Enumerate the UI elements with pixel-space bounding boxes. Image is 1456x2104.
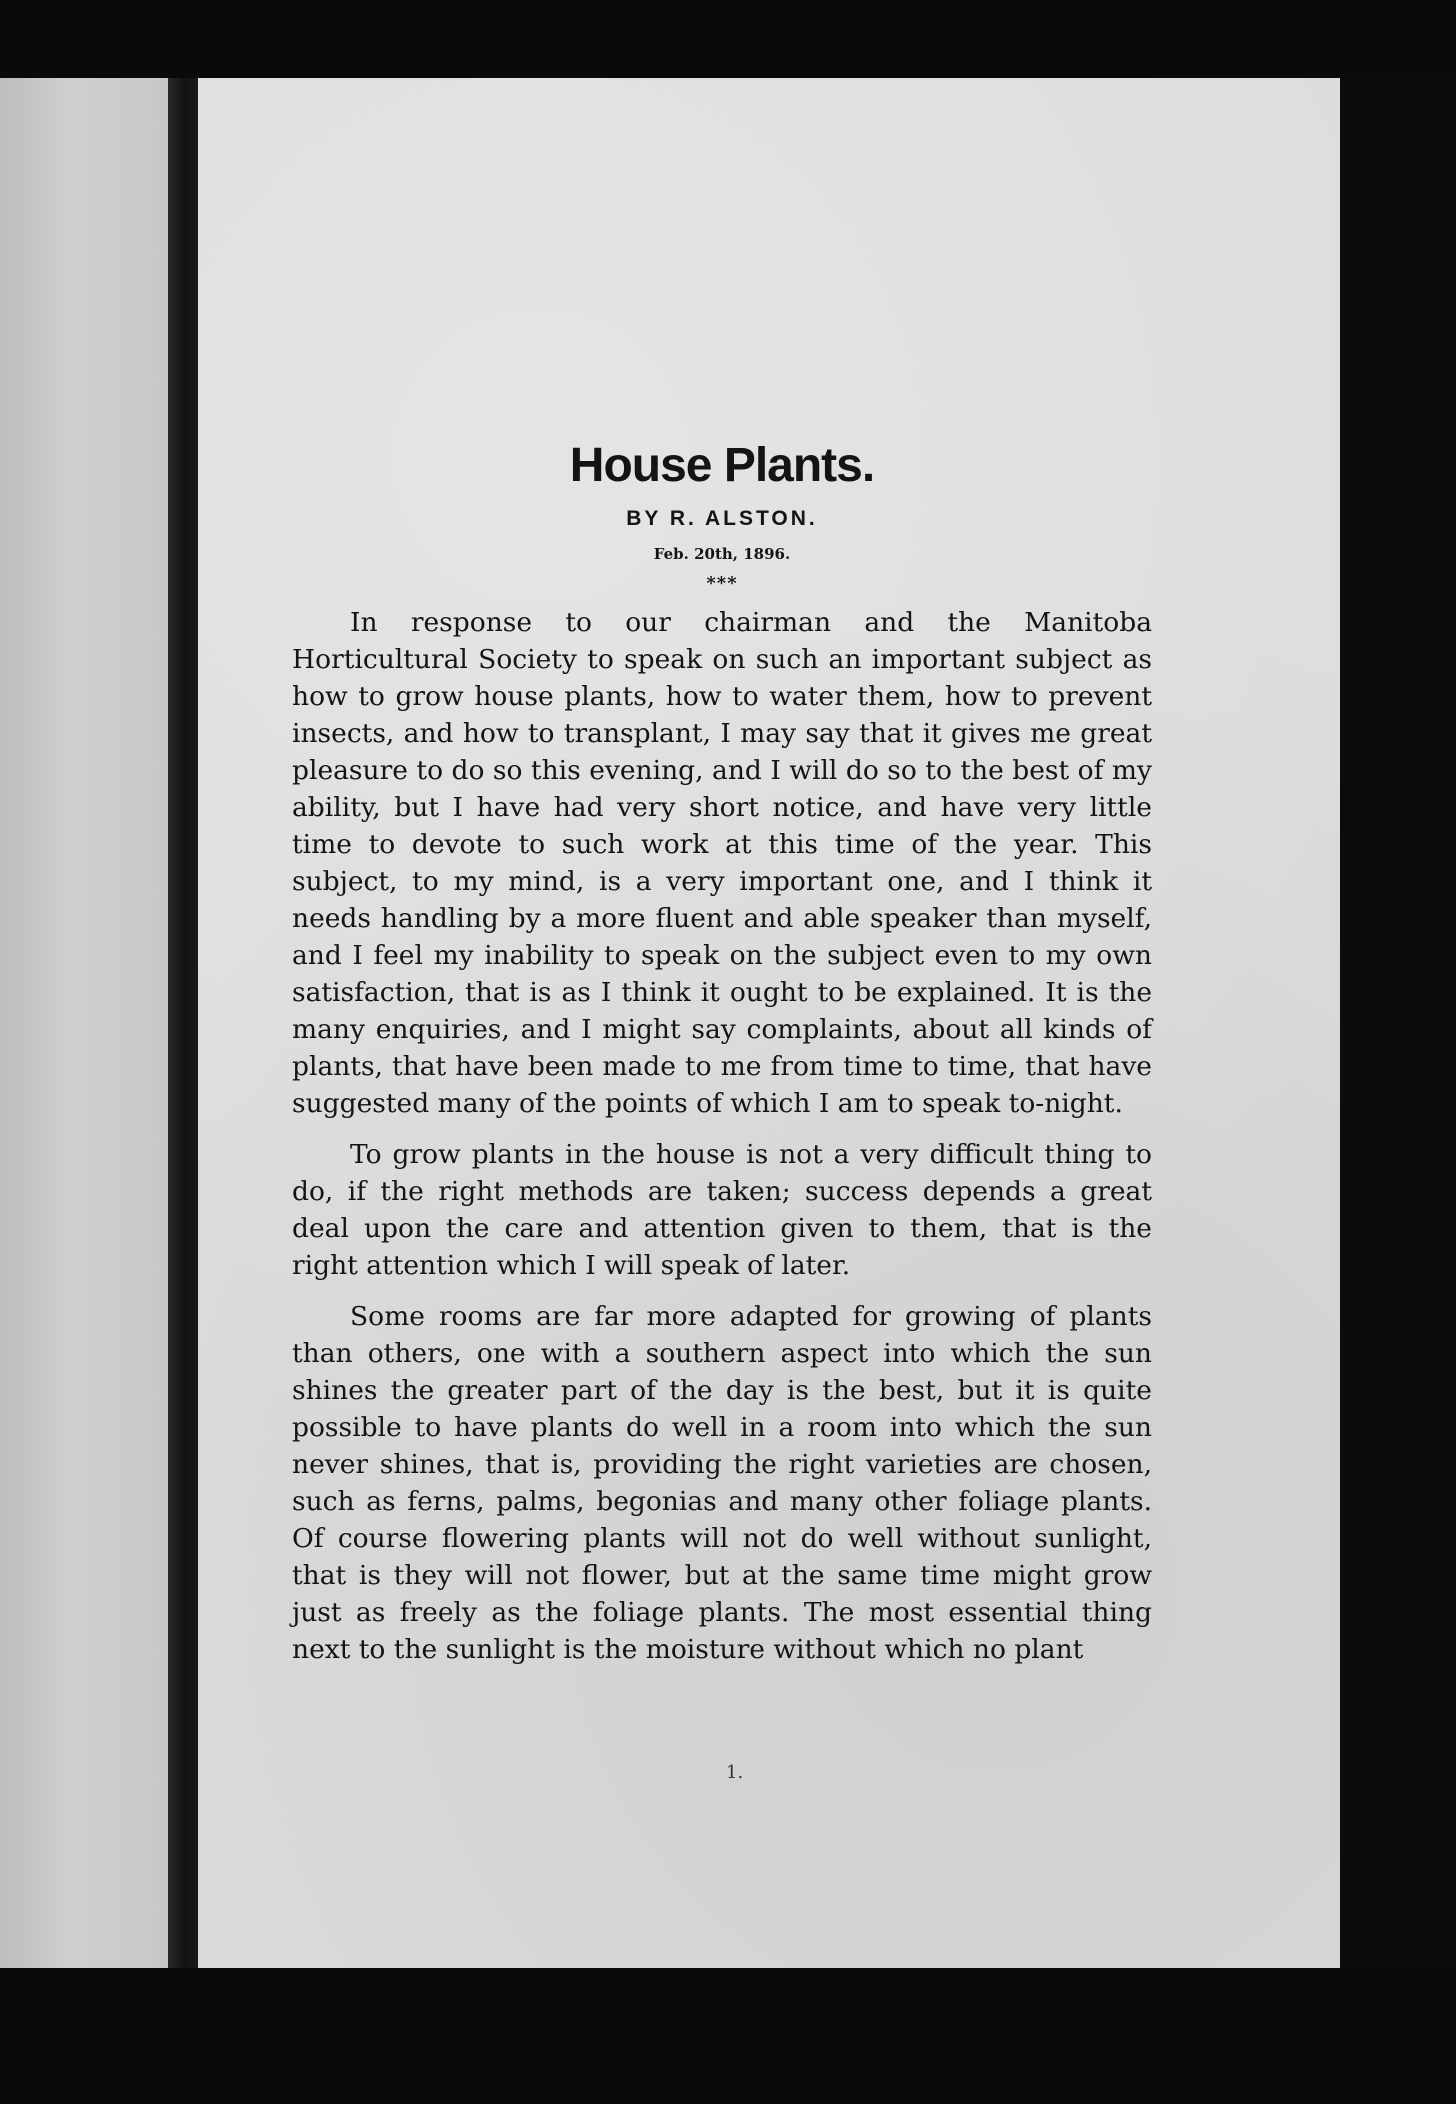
paragraph-3: Some rooms are far more adapted for growing of plants than others, one with a southern aspect into which the sun shines the greater part of the day is the best, but it is quite possible to have plants do well in a room into which the sun never shines, that is, providing the right varieties are chosen, such as ferns, palms, begonias and many other foliage plants. Of course flowering plants will not do well without sunlight, that is they will not flower, but at the same time might grow just as freely as the foliage plants. The most essential thing next to the sunlight is the moisture without which no plant [292,1300,1152,1665]
scan-border-right [1340,78,1456,1968]
article [292,440,1152,1682]
page-number: 1. [726,1762,744,1783]
article-title: House Plants. [569,439,875,492]
article-byline: BY R. ALSTON. [626,506,818,530]
article-date: Feb. 20th, 1896. [653,544,791,563]
paragraph-2: To grow plants in the house is not a very difficult thing to do, if the right methods are taken; success depends a great deal upon the care and attention given to them, that is the right attention which I will speak of later. [292,1138,1152,1281]
facing-page [0,78,168,1968]
book-gutter [168,78,198,1968]
section-ornament: *** [706,572,738,594]
scan-border-bottom [0,1968,1456,2104]
paragraph-1: In response to our chairman and the Manitoba Horticultural Society to speak on such an important subject as how to grow house plants, how to water them, how to prevent insects, and how to transplant, I may say that it gives me great pleasure to do so this evening, and I will do so to the best of my ability, but I have had very short notice, and have very little time to devote to such work at this time of the year. This subject, to my mind, is a very important one, and I think it needs handling by a more fluent and able speaker than myself, and I feel my inability to speak on the subject even to my own satisfaction, that is as I think it ought to be explained. It is the many enquiries, and I might say complaints, about all kinds of plants, that have been made to me from time to time, that have suggested many of the points of which I am to speak to-night. [292,606,1152,1119]
